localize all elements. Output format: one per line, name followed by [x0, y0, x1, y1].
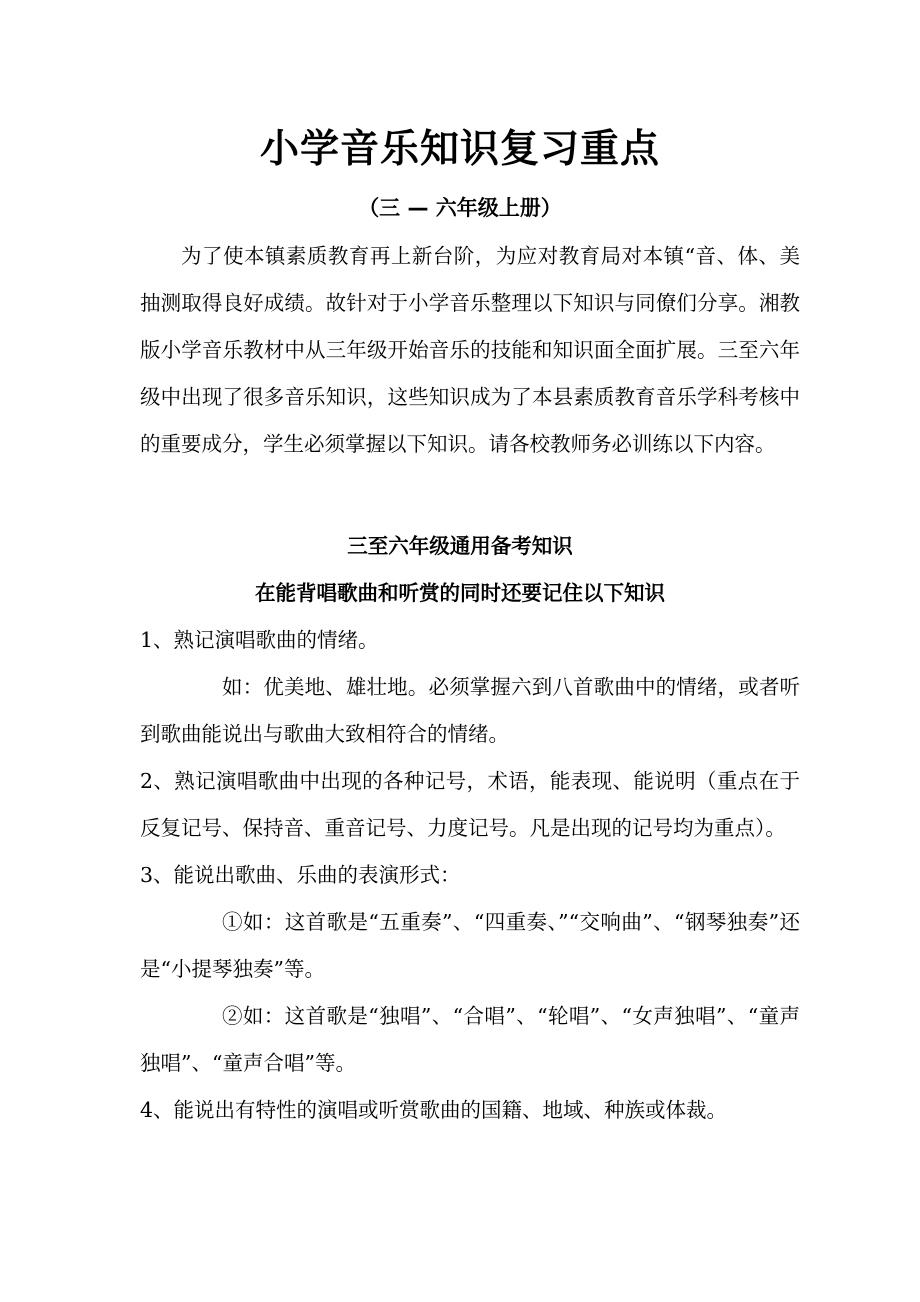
list-item: 4、能说出有特性的演唱或听赏歌曲的国籍、地域、种族或体裁。 [140, 1098, 728, 1122]
intro-paragraph [140, 233, 800, 468]
document-title: 小学音乐知识复习重点 [259, 127, 660, 172]
section-heading: 三至六年级通用备考知识 [347, 534, 573, 558]
section-subheading: 在能背唱歌曲和听赏的同时还要记住以下知识 [255, 581, 665, 605]
intro-text: 为了使本镇素质教育再上新台阶，为应对教育局对本镇“音、体、美抽测取得良好成绩。故针对于小学音乐整理以下知识与同僚们分享。湘教版小学音乐教材中从三年级开始音乐的技能和知识面全面扩展。三至六年级中出现了很多音乐知识，这些知识成为了本县素质教育音乐学科考核中的重要成分，学生必须掌握以下知识。请各校教师务必训练以下内容。 [140, 244, 800, 456]
list-item-example: ①如：这首歌是“五重奏”、“四重奏、”“交响曲”、“钢琴独奏”还是“小提琴独奏”等。 [140, 910, 800, 981]
knowledge-list [140, 617, 800, 1134]
list-item: 3、能说出歌曲、乐曲的表演形式： [140, 863, 461, 887]
list-item: 2、熟记演唱歌曲中出现的各种记号，术语，能表现、能说明（重点在于反复记号、保持音、重音记号、力度记号。凡是出现的记号均为重点）。 [140, 769, 800, 840]
list-item-example: 如：优美地、雄壮地。必须掌握六到八首歌曲中的情绪，或者听到歌曲能说出与歌曲大致相符合的情绪。 [140, 675, 800, 746]
list-item-example: ②如：这首歌是“独唱”、“合唱”、“轮唱”、“女声独唱”、“童声独唱”、“童声合唱”等。 [140, 1004, 800, 1075]
list-item: 1、熟记演唱歌曲的情绪。 [140, 628, 379, 652]
document-subtitle: （三 — 六年级上册） [358, 196, 562, 220]
